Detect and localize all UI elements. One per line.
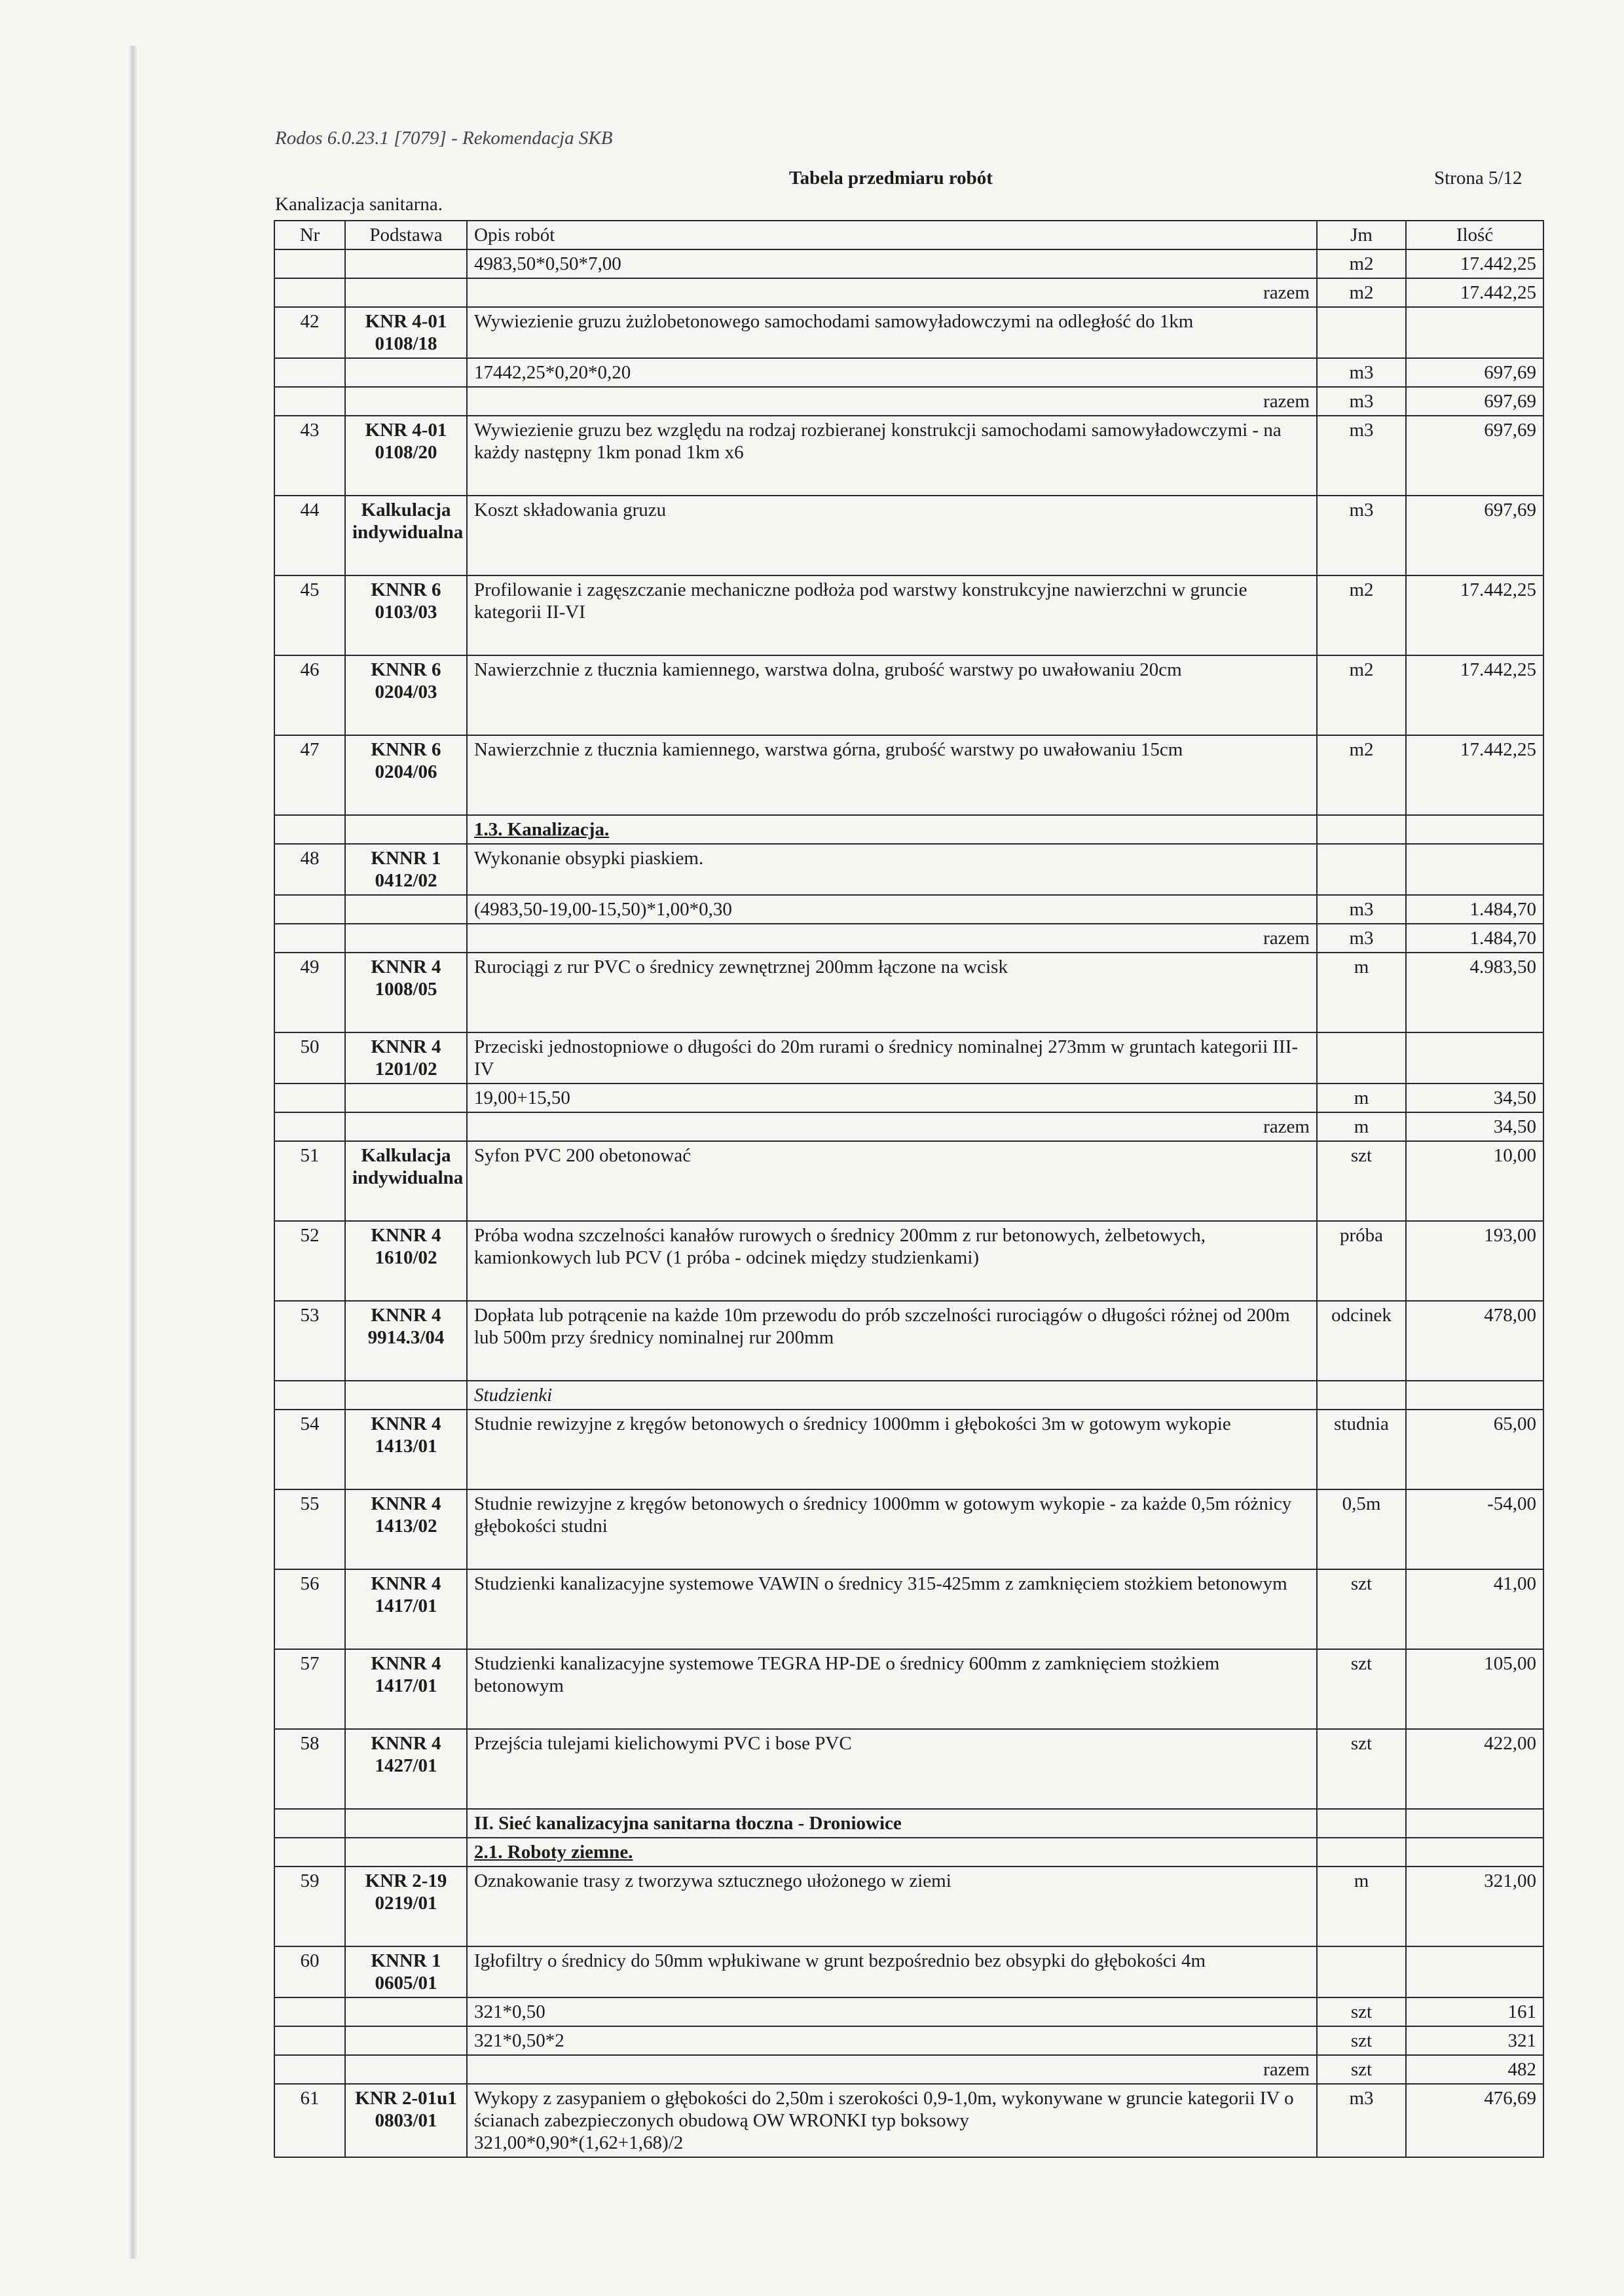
table-row (274, 844, 1543, 895)
item-number: 52 (274, 1221, 345, 1301)
unit: szt (1317, 1569, 1406, 1649)
item-basis (345, 1809, 467, 1838)
table-row (274, 1381, 1543, 1410)
item-number: 42 (274, 307, 345, 358)
table-row (274, 953, 1543, 1032)
unit (1317, 1946, 1406, 1997)
quantity: 422,00 (1406, 1729, 1543, 1809)
quantity (1406, 1809, 1543, 1838)
unit: próba (1317, 1221, 1406, 1301)
item-basis (345, 924, 467, 953)
unit (1317, 1809, 1406, 1838)
item-basis (345, 1112, 467, 1141)
quantity: 17.442,25 (1406, 278, 1543, 307)
table-row (274, 735, 1543, 815)
quantity: 17.442,25 (1406, 655, 1543, 735)
unit: m3 (1317, 387, 1406, 416)
quantity: -54,00 (1406, 1489, 1543, 1569)
quantity: 161 (1406, 1997, 1543, 2026)
quantity (1406, 815, 1543, 844)
item-number: 60 (274, 1946, 345, 1997)
item-basis: KNR 2-01u1 0803/01 (345, 2084, 467, 2157)
item-basis: KNNR 4 1201/02 (345, 1032, 467, 1084)
item-number: 44 (274, 496, 345, 575)
item-number (274, 1084, 345, 1112)
quantity: 697,69 (1406, 496, 1543, 575)
item-basis: KNNR 1 0605/01 (345, 1946, 467, 1997)
item-description: Wykopy z zasypaniem o głębokości do 2,50m i szerokości 0,9-1,0m, wykonywane w gruncie kategorii IV o ścianach zabezpieczonych obudową OW WRONKI typ boksowy 321,00*0,90*(1,62+1,68)/2 (467, 2084, 1317, 2157)
table-row (274, 496, 1543, 575)
quantity (1406, 1032, 1543, 1084)
item-number: 56 (274, 1569, 345, 1649)
quantity-table (274, 220, 1544, 2158)
item-basis (345, 278, 467, 307)
table-row (274, 1410, 1543, 1489)
item-basis: KNNR 4 1417/01 (345, 1569, 467, 1649)
col-header-qty: Ilość (1406, 221, 1543, 249)
item-description: Studzienki kanalizacyjne systemowe TEGRA HP-DE o średnicy 600mm z zamknięciem stożkiem betonowym (467, 1649, 1317, 1729)
item-description: Studzienki kanalizacyjne systemowe VAWIN o średnicy 315-425mm z zamknięciem stożkiem betonowym (467, 1569, 1317, 1649)
item-basis (345, 1838, 467, 1867)
item-description: Wywiezienie gruzu bez względu na rodzaj rozbieranej konstrukcji samochodami samowyładowczymi - na każdy następny 1km ponad 1km x6 (467, 416, 1317, 496)
table-row (274, 895, 1543, 924)
unit: m3 (1317, 924, 1406, 953)
table-row (274, 1729, 1543, 1809)
item-basis: KNNR 4 1417/01 (345, 1649, 467, 1729)
item-description: Igłofiltry o średnicy do 50mm wpłukiwane w grunt bezpośrednio bez obsypki do głębokości 4m (467, 1946, 1317, 1997)
table-row (274, 1141, 1543, 1221)
quantity: 697,69 (1406, 358, 1543, 387)
table-row (274, 1569, 1543, 1649)
item-basis: Kalkulacja indywidualna (345, 1141, 467, 1221)
item-basis: KNNR 6 0204/03 (345, 655, 467, 735)
item-number: 58 (274, 1729, 345, 1809)
item-number: 57 (274, 1649, 345, 1729)
quantity (1406, 844, 1543, 895)
item-basis (345, 1084, 467, 1112)
unit (1317, 307, 1406, 358)
table-row (274, 1301, 1543, 1381)
item-basis: KNNR 1 0412/02 (345, 844, 467, 895)
item-description: Profilowanie i zagęszczanie mechaniczne podłoża pod warstwy konstrukcyjne nawierzchni w gruncie kategorii II-VI (467, 575, 1317, 655)
table-row (274, 278, 1543, 307)
section-heading: Studzienki (467, 1381, 1317, 1410)
quantity: 1.484,70 (1406, 895, 1543, 924)
table-row (274, 307, 1543, 358)
unit: 0,5m (1317, 1489, 1406, 1569)
razem-label: razem (467, 2055, 1317, 2084)
calculation-formula: 321*0,50*2 (467, 2026, 1317, 2055)
item-number: 51 (274, 1141, 345, 1221)
item-number: 45 (274, 575, 345, 655)
item-description: Nawierzchnie z tłucznia kamiennego, warstwa dolna, grubość warstwy po uwałowaniu 20cm (467, 655, 1317, 735)
software-header: Rodos 6.0.23.1 [7079] - Rekomendacja SKB (275, 128, 613, 149)
item-basis (345, 2026, 467, 2055)
quantity: 17.442,25 (1406, 249, 1543, 278)
item-number (274, 895, 345, 924)
table-row (274, 387, 1543, 416)
col-header-jm: Jm (1317, 221, 1406, 249)
table-row (274, 1997, 1543, 2026)
item-basis: KNNR 6 0204/06 (345, 735, 467, 815)
unit (1317, 815, 1406, 844)
item-description: Koszt składowania gruzu (467, 496, 1317, 575)
table-header-row (274, 221, 1543, 249)
quantity (1406, 1946, 1543, 1997)
unit: odcinek (1317, 1301, 1406, 1381)
item-number: 48 (274, 844, 345, 895)
item-number (274, 278, 345, 307)
quantity: 321 (1406, 2026, 1543, 2055)
quantity: 105,00 (1406, 1649, 1543, 1729)
quantity: 476,69 (1406, 2084, 1543, 2157)
unit: m2 (1317, 249, 1406, 278)
table-row (274, 416, 1543, 496)
item-number: 59 (274, 1867, 345, 1946)
unit: m (1317, 1084, 1406, 1112)
unit: m3 (1317, 895, 1406, 924)
scan-shadow (128, 46, 138, 2259)
section-heading: 2.1. Roboty ziemne. (467, 1838, 1317, 1867)
table-row (274, 2026, 1543, 2055)
table-row (274, 1489, 1543, 1569)
quantity: 41,00 (1406, 1569, 1543, 1649)
item-basis (345, 2055, 467, 2084)
item-number (274, 815, 345, 844)
quantity: 65,00 (1406, 1410, 1543, 1489)
table-row (274, 1946, 1543, 1997)
unit: m3 (1317, 2084, 1406, 2157)
calculation-formula: 19,00+15,50 (467, 1084, 1317, 1112)
item-number (274, 249, 345, 278)
item-basis (345, 1381, 467, 1410)
unit (1317, 844, 1406, 895)
item-basis: KNNR 4 1008/05 (345, 953, 467, 1032)
item-basis: KNR 2-19 0219/01 (345, 1867, 467, 1946)
item-basis: KNNR 4 1427/01 (345, 1729, 467, 1809)
table-row (274, 1084, 1543, 1112)
quantity: 1.484,70 (1406, 924, 1543, 953)
table-row (274, 655, 1543, 735)
item-number (274, 1838, 345, 1867)
item-description: Przejścia tulejami kielichowymi PVC i bose PVC (467, 1729, 1317, 1809)
quantity: 321,00 (1406, 1867, 1543, 1946)
item-basis: Kalkulacja indywidualna (345, 496, 467, 575)
item-number (274, 924, 345, 953)
item-basis: KNNR 4 9914.3/04 (345, 1301, 467, 1381)
unit: szt (1317, 1997, 1406, 2026)
item-number: 50 (274, 1032, 345, 1084)
table-row (274, 924, 1543, 953)
item-number (274, 2026, 345, 2055)
unit: m (1317, 953, 1406, 1032)
item-number: 43 (274, 416, 345, 496)
unit: szt (1317, 1141, 1406, 1221)
item-number: 47 (274, 735, 345, 815)
item-description: Przeciski jednostopniowe o długości do 20m rurami o średnicy nominalnej 273mm w gruntach kategorii III-IV (467, 1032, 1317, 1084)
item-description: Dopłata lub potrącenie na każde 10m przewodu do prób szczelności rurociągów o długości różnej od 200m lub 500m przy średnicy nominalnej rur 200mm (467, 1301, 1317, 1381)
item-basis (345, 358, 467, 387)
item-description: Próba wodna szczelności kanałów rurowych o średnicy 200mm z rur betonowych, żelbetowych, kamionkowych lub PCV (1 próba - odcinek między studzienkami) (467, 1221, 1317, 1301)
section-label: Kanalizacja sanitarna. (275, 194, 443, 215)
unit (1317, 1032, 1406, 1084)
table-row (274, 358, 1543, 387)
unit: m2 (1317, 278, 1406, 307)
calculation-formula: (4983,50-19,00-15,50)*1,00*0,30 (467, 895, 1317, 924)
document-title: Tabela przedmiaru robót (789, 168, 993, 189)
col-header-nr: Nr (274, 221, 345, 249)
item-number: 53 (274, 1301, 345, 1381)
item-basis: KNNR 6 0103/03 (345, 575, 467, 655)
quantity: 4.983,50 (1406, 953, 1543, 1032)
item-number: 54 (274, 1410, 345, 1489)
table-row (274, 1112, 1543, 1141)
unit (1317, 1381, 1406, 1410)
unit: m (1317, 1112, 1406, 1141)
quantity: 193,00 (1406, 1221, 1543, 1301)
item-description: Studnie rewizyjne z kręgów betonowych o średnicy 1000mm i głębokości 3m w gotowym wykopie (467, 1410, 1317, 1489)
section-heading: II. Sieć kanalizacyjna sanitarna tłoczna - Droniowice (467, 1809, 1317, 1838)
quantity: 10,00 (1406, 1141, 1543, 1221)
item-basis (345, 895, 467, 924)
item-number (274, 1112, 345, 1141)
table-row (274, 2084, 1543, 2157)
unit: m2 (1317, 655, 1406, 735)
quantity (1406, 307, 1543, 358)
table-row (274, 815, 1543, 844)
quantity: 478,00 (1406, 1301, 1543, 1381)
item-number: 61 (274, 2084, 345, 2157)
unit: m3 (1317, 496, 1406, 575)
unit: m (1317, 1867, 1406, 1946)
table-row (274, 2055, 1543, 2084)
item-description: Rurociągi z rur PVC o średnicy zewnętrznej 200mm łączone na wcisk (467, 953, 1317, 1032)
item-description: Oznakowanie trasy z tworzywa sztucznego ułożonego w ziemi (467, 1867, 1317, 1946)
quantity: 34,50 (1406, 1084, 1543, 1112)
item-basis (345, 387, 467, 416)
quantity: 482 (1406, 2055, 1543, 2084)
table-row (274, 1867, 1543, 1946)
table-row (274, 1809, 1543, 1838)
razem-label: razem (467, 1112, 1317, 1141)
unit (1317, 1838, 1406, 1867)
page-number: Strona 5/12 (1434, 168, 1522, 189)
unit: m3 (1317, 416, 1406, 496)
item-number (274, 387, 345, 416)
unit: szt (1317, 2026, 1406, 2055)
table-row (274, 249, 1543, 278)
table-row (274, 1838, 1543, 1867)
item-basis: KNNR 4 1413/01 (345, 1410, 467, 1489)
item-number (274, 2055, 345, 2084)
item-number (274, 358, 345, 387)
item-number (274, 1997, 345, 2026)
table-row (274, 1032, 1543, 1084)
item-basis (345, 1997, 467, 2026)
calculation-formula: 4983,50*0,50*7,00 (467, 249, 1317, 278)
col-header-base: Podstawa (345, 221, 467, 249)
unit: szt (1317, 2055, 1406, 2084)
item-basis (345, 249, 467, 278)
item-description: Nawierzchnie z tłucznia kamiennego, warstwa górna, grubość warstwy po uwałowaniu 15cm (467, 735, 1317, 815)
item-number: 49 (274, 953, 345, 1032)
item-basis: KNNR 4 1413/02 (345, 1489, 467, 1569)
quantity: 697,69 (1406, 416, 1543, 496)
quantity: 17.442,25 (1406, 575, 1543, 655)
unit: m2 (1317, 575, 1406, 655)
item-basis (345, 815, 467, 844)
calculation-formula: 17442,25*0,20*0,20 (467, 358, 1317, 387)
item-description: Studnie rewizyjne z kręgów betonowych o średnicy 1000mm w gotowym wykopie - za każde 0,5m różnicy głębokości studni (467, 1489, 1317, 1569)
razem-label: razem (467, 924, 1317, 953)
item-basis: KNR 4-01 0108/20 (345, 416, 467, 496)
unit: szt (1317, 1729, 1406, 1809)
quantity (1406, 1381, 1543, 1410)
item-number (274, 1809, 345, 1838)
item-number (274, 1381, 345, 1410)
razem-label: razem (467, 278, 1317, 307)
item-number: 46 (274, 655, 345, 735)
table-row (274, 1649, 1543, 1729)
item-basis: KNNR 4 1610/02 (345, 1221, 467, 1301)
table-row (274, 1221, 1543, 1301)
quantity: 17.442,25 (1406, 735, 1543, 815)
unit: studnia (1317, 1410, 1406, 1489)
table-body (274, 249, 1543, 2157)
razem-label: razem (467, 387, 1317, 416)
item-description: Wykonanie obsypki piaskiem. (467, 844, 1317, 895)
item-basis: KNR 4-01 0108/18 (345, 307, 467, 358)
quantity: 697,69 (1406, 387, 1543, 416)
unit: szt (1317, 1649, 1406, 1729)
unit: m2 (1317, 735, 1406, 815)
quantity (1406, 1838, 1543, 1867)
quantity: 34,50 (1406, 1112, 1543, 1141)
item-number: 55 (274, 1489, 345, 1569)
calculation-formula: 321*0,50 (467, 1997, 1317, 2026)
item-description: Wywiezienie gruzu żużlobetonowego samochodami samowyładowczymi na odległość do 1km (467, 307, 1317, 358)
item-description: Syfon PVC 200 obetonować (467, 1141, 1317, 1221)
unit: m3 (1317, 358, 1406, 387)
table-row (274, 575, 1543, 655)
col-header-desc: Opis robót (467, 221, 1317, 249)
section-heading: 1.3. Kanalizacja. (467, 815, 1317, 844)
